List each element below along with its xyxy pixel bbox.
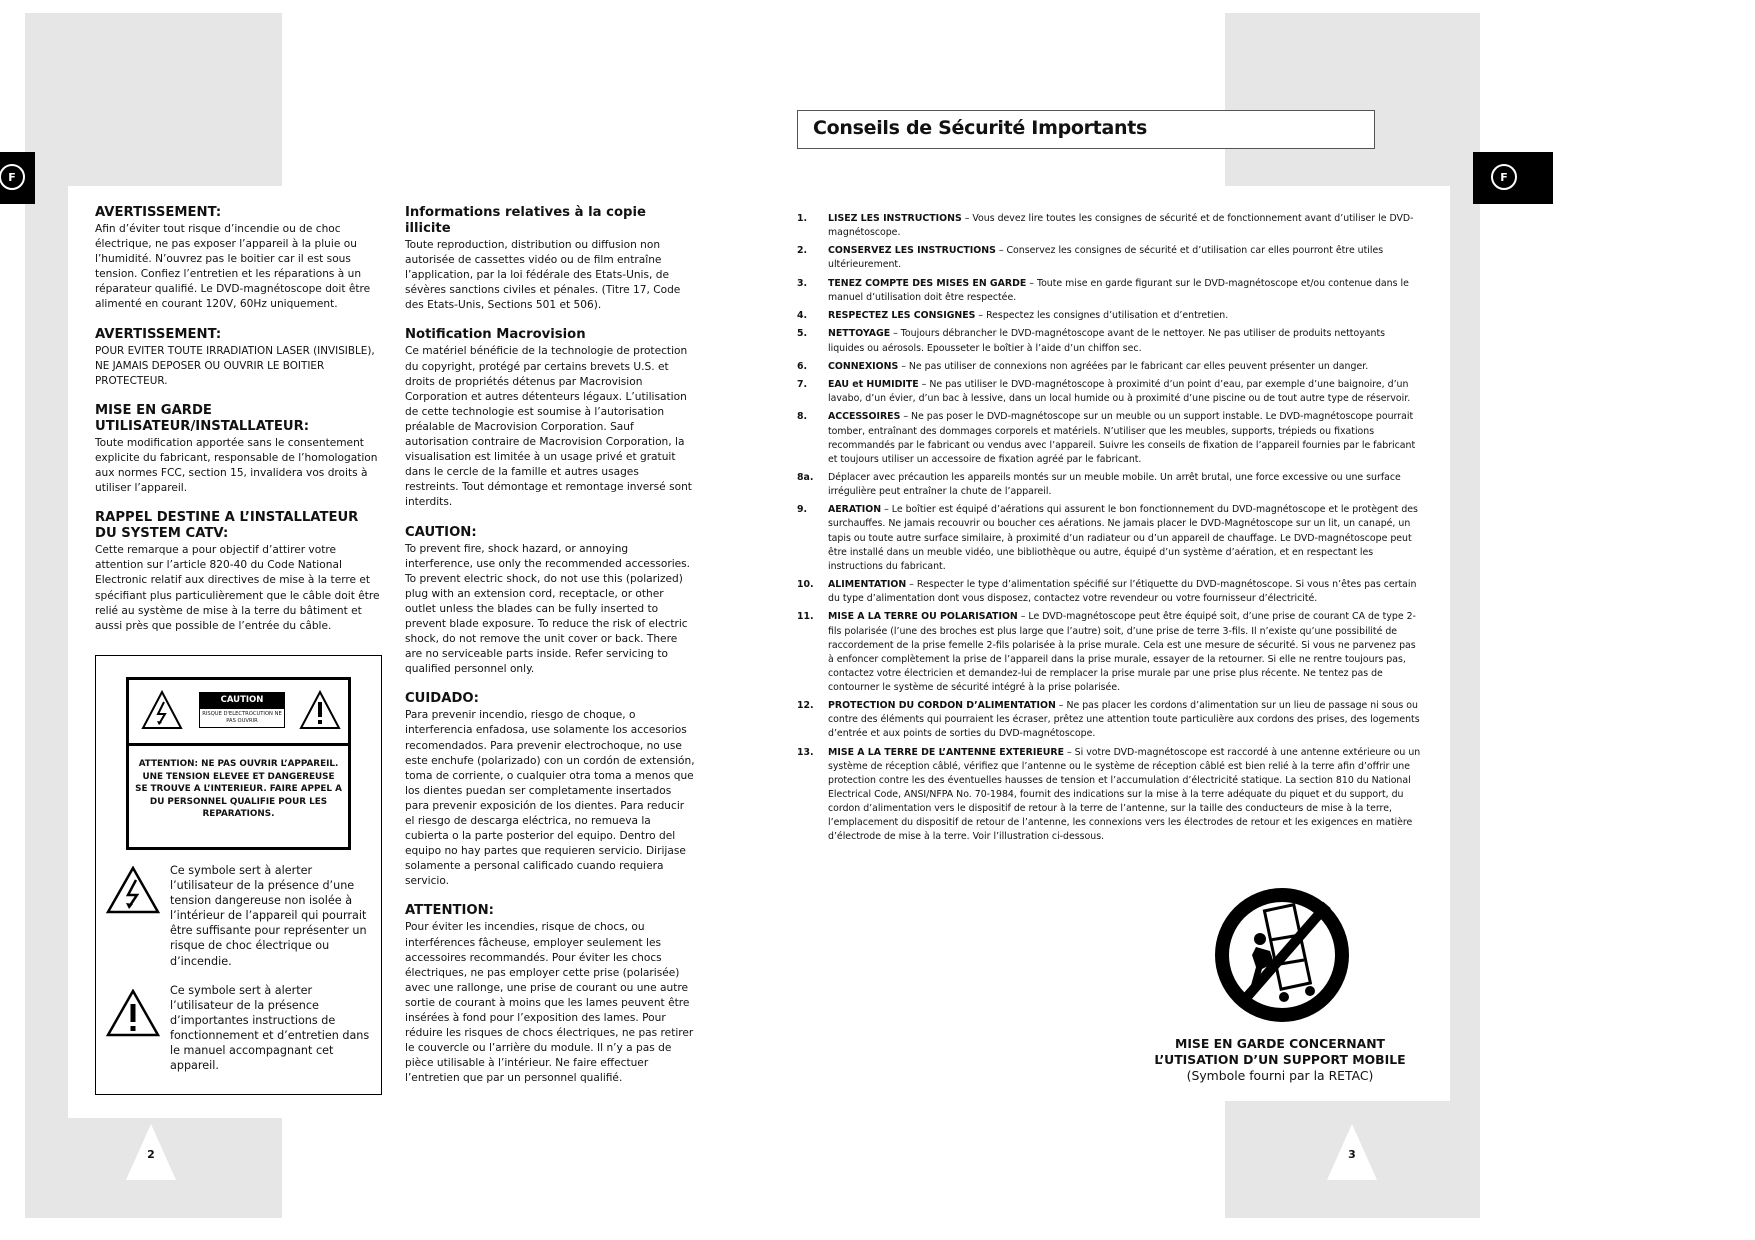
section-body: POUR EVITER TOUTE IRRADIATION LASER (INVISIBLE), NE JAMAIS DEPOSER OU OUVRIR LE BOITIER PROTECTEUR. xyxy=(95,344,375,387)
safety-item-text: – Ne pas utiliser le DVD-magnétoscope à proximité d’un point d’eau, par exemple d’une baignoire, d’un lavabo, d’un évier, d’un bac à lessive, dans un local humide ou à proximité d’une piscine ou de tout autre type de réservoir. xyxy=(828,379,1411,405)
section-body: Afin d’éviter tout risque d’incendie ou de choc électrique, ne pas exposer l’appareil à la pluie ou l’humidité. N’ouvrez pas le boitier car il est sous tension. Confiez l’entretien et les réparations à un réparateur qualifié. Le DVD-magnétoscope doit être alimenté en courant 120V, 60Hz uniquement. xyxy=(95,223,371,311)
safety-item-title: PROTECTION DU CORDON D’ALIMENTATION xyxy=(828,700,1056,712)
safety-item-title: EAU et HUMIDITE xyxy=(828,379,919,391)
safety-item-number: 13. xyxy=(797,746,814,758)
warning-section-2 xyxy=(95,327,387,389)
safety-item-number: 4. xyxy=(797,310,808,322)
section-heading: AVERTISSEMENT: xyxy=(95,326,222,342)
section-heading: AVERTISSEMENT: xyxy=(95,205,222,220)
mobile-cart-caption xyxy=(1110,1036,1450,1084)
section-body: Toute modification apportée sans le consentement explicite du fabricant, responsable de l’homologation aux normes FCC, section 15, invalidera vos droits à utiliser l’appareil. xyxy=(95,436,378,495)
caution-label: CAUTION xyxy=(199,692,285,708)
safety-item-text: Déplacer avec précaution les appareils montés sur un meuble mobile. Un arrêt brutal, une force excessive ou une surface irrégulière peut entraîner la chute de l’appareil. xyxy=(828,472,1401,498)
section-body: Cette remarque a pour objectif d’attirer votre attention sur l’article 820-40 du Code National Electronic relatif aux directives de mise à la terre et spécifiant plus particulièrement que le câble doit être relié au système de mise à la terre du bâtiment et aussi près que possible de l’entrée du câble. xyxy=(95,544,380,632)
page-title: Conseils de Sécurité Importants xyxy=(813,117,1148,139)
right-language-tab xyxy=(1473,152,1553,204)
macrovision-section xyxy=(405,327,695,510)
safety-item-title: MISE A LA TERRE DE L’ANTENNE EXTERIEURE xyxy=(828,746,1065,758)
caution-symbols-box xyxy=(95,655,382,1095)
caution-warning-text: ATTENTION: NE PAS OUVRIR L’APPAREIL. UNE TENSION ELEVEE ET DANGEREUSE SE TROUVE A L’INTERIEUR. FAIRE APPEL A DU PERSONNEL QUALIFIE POUR LES REPARATIONS. xyxy=(135,759,342,820)
safety-item-number: 7. xyxy=(797,379,808,391)
safety-item xyxy=(797,471,1422,499)
mobile-cart-warning-icon xyxy=(1212,885,1352,1025)
section-body: Ce matériel bénéficie de la technologie de protection du copyright, protégé par certains brevets U.S. et droits de propriétés détenus par Macrovision Corporation et autres détenteurs légaux. L’utilisation de cette technologie est soumise à l’autorisation préalable de Macrovision Corporation. Sauf autorisation contraire de Macrovision Corporation, la visualisation est limitée à un usage privé et gratuit dans le cercle de la famille et autres usages restreints. Tout démontage et remontage inversé sont interdits. xyxy=(405,345,692,509)
safety-item-number: 6. xyxy=(797,360,808,372)
safety-item-text: – Toute mise en garde figurant sur le DVD-magnétoscope et/ou contenue dans le manuel d’utilisation doit être respectée. xyxy=(828,277,1409,303)
symbol-description-text: Ce symbole sert à alerter l’utilisateur de la présence d’importantes instructions de fonctionnement et d’entretien dans le manuel accompagnant cet appareil. xyxy=(170,984,370,1073)
cuidado-section xyxy=(405,691,695,889)
language-badge: F xyxy=(0,164,25,190)
safety-item-number: 8. xyxy=(797,411,808,423)
page-title-box xyxy=(797,110,1375,149)
safety-item-number: 12. xyxy=(797,700,814,712)
safety-item xyxy=(797,699,1422,741)
exclamation-triangle-icon xyxy=(106,989,160,1037)
safety-item-number: 3. xyxy=(797,277,808,289)
safety-item-title: AERATION xyxy=(828,504,882,516)
left-column-1 xyxy=(95,205,387,648)
safety-item-title: MISE A LA TERRE OU POLARISATION xyxy=(828,611,1018,623)
caution-label-frame xyxy=(126,677,351,850)
installer-warning-section xyxy=(95,403,387,496)
safety-item xyxy=(797,277,1422,305)
left-language-tab xyxy=(0,152,35,204)
section-heading: Notification Macrovision xyxy=(405,327,586,343)
safety-item-title: CONSERVEZ LES INSTRUCTIONS xyxy=(828,245,996,257)
section-heading: Informations relatives à la copie illicite xyxy=(405,205,646,236)
safety-item-text: – Ne pas utiliser de connexions non agréées par le fabricant car elles peuvent présenter un danger. xyxy=(898,360,1369,372)
section-body: Pour éviter les incendies, risque de chocs, ou interférences fâcheuse, employer seulement les accessoires recommandés. Pour éviter les chocs électriques, ne pas employer cette prise (polarisée) avec une rallonge, une prise de courant ou une autre sortie de courant à moins que les lames peuvent être insérées à fond pour l’exposition des lames. Pour réduire les risques de chocs électriques, ne pas retirer le couvercle ou l’arrière du module. Il n’y a pas de pièce utilisable à l’intérieur. Ne faire effectuer l’entretien que par un personnel qualifié. xyxy=(405,921,694,1085)
section-heading: ATTENTION: xyxy=(405,903,494,919)
safety-item xyxy=(797,578,1422,606)
safety-item xyxy=(797,327,1422,355)
catv-section xyxy=(95,510,387,634)
attention-fr-section xyxy=(405,903,695,1086)
section-body: Para prevenir incendio, riesgo de choque, o interferencia enfadosa, use solamente los accesorios recomendados. Para prevenir electrochoque, no use este enchufe (polarizado) con un cordón de extensión, toma de corriente, o cualquier otra toma a menos que los dientes puedan ser completamente insertados para prevenir exposición de los dientes. Para reducir el riesgo de descarga eléctrica, no remueva la cubierta o la parte posterior del equipo. Dentro del equipo no hay partes que requieren servicio. Dirijase solamente a personal calificado cuando requiera servicio. xyxy=(405,709,695,888)
safety-instructions-list xyxy=(797,212,1422,848)
copy-info-section xyxy=(405,205,695,313)
safety-item-text: – Si votre DVD-magnétoscope est raccordé à une antenne extérieure ou un système de réception câblé, vérifiez que l’antenne ou le système de réception câblé est bien relié à la terre afin d’offrir une protection contre les des éventuelles hausses de tension et l’accumulation d’électricité statique. La section 810 du National Electrical Code, ANSI/NFPA No. 70-1984, fournit des indications sur la mise à la terre adéquate du piquet et du support, du cordon d’alimentation vers le dispositif de retour à la terre de l’antenne, sur la taille des conducteurs de mise à la terre, l’emplacement du dispositif de retour de l’antenne, les connexions vers les électrodes de retour et les exigences en matière d’électrode de mise à la terre. Voir l’illustration ci-dessous. xyxy=(828,746,1421,843)
safety-item-text: – Conservez les consignes de sécurité et d’utilisation car elles pourront être utiles ultérieurement. xyxy=(828,245,1384,271)
safety-item-text: – Ne pas poser le DVD-magnétoscope sur un meuble ou un support instable. Le DVD-magnétoscope pourrait tomber, entraînant des dommages corporels et matériels. N’utiliser que les meubles, supports, trépieds ou fixations recommandés par le fabricant ou vendus avec l’appareil. Suivre les conseils de fixation de l’appareil fournies par le fabricant et toujours utiliser un accessoire de fixation agréé par le fabricant. xyxy=(828,411,1416,465)
section-body: To prevent fire, shock hazard, or annoying interference, use only the recommended accessories. To prevent electric shock, do not use this (polarized) plug with an extension cord, receptacle, or other outlet unless the blades can be fully inserted to prevent blade exposure. To reduce the risk of electric shock, do not remove the unit cover or back. There are no serviceable parts inside. Refer servicing to qualified personnel only. xyxy=(405,542,691,676)
safety-item-number: 1. xyxy=(797,213,808,224)
safety-item-number: 8a. xyxy=(797,472,814,483)
safety-item-text: – Respectez les consignes d’utilisation et d’entretien. xyxy=(975,310,1229,322)
lightning-symbol-description xyxy=(170,863,375,969)
warning-section-1 xyxy=(95,205,387,313)
safety-item xyxy=(797,503,1422,573)
section-heading: CUIDADO: xyxy=(405,691,479,707)
safety-item xyxy=(797,378,1422,406)
safety-item xyxy=(797,212,1422,240)
caution-label-top xyxy=(129,680,348,746)
section-heading: CAUTION: xyxy=(405,524,477,540)
safety-item-title: ACCESSOIRES xyxy=(828,411,901,423)
safety-item-text: – Le DVD-magnétoscope peut être équipé soit, d’une prise de courant CA de type 2-fils polarisée (l’une des broches est plus large que l’autre) soit, d’une prise de terre 3-fils. Il n’existe qu’une possibilité de raccordement de la prise femelle 2-fils polarisée à la prise murale. Cela est une mesure de sécurité. Si vous ne parvenez pas à enfoncer complètement la prise de l’appareil dans la prise murale, essayer de la retourner. Si elle ne rentre toujours pas, contactez votre électricien et demandez-lui de remplacer la prise murale par une prise plus récente. Ne tentez pas de contourner le système de sécurité intégré à la prise polarisée. xyxy=(828,611,1416,693)
safety-item xyxy=(797,244,1422,272)
safety-item-title: CONNEXIONS xyxy=(828,360,899,372)
section-heading: RAPPEL DESTINE A L’INSTALLATEUR DU SYSTEM CATV: xyxy=(95,510,359,542)
caption-line-1: MISE EN GARDE CONCERNANT xyxy=(1174,1036,1386,1051)
safety-item-text: – Toujours débrancher le DVD-magnétoscope avant de le nettoyer. Ne pas utiliser de produits nettoyants liquides ou aérosols. Epousseter le boîtier à l’aide d’un chiffon sec. xyxy=(828,328,1386,354)
exclamation-symbol-description xyxy=(170,983,375,1074)
safety-item xyxy=(797,309,1422,323)
safety-item xyxy=(797,360,1422,374)
lightning-triangle-icon xyxy=(106,866,160,914)
lightning-triangle-icon xyxy=(141,690,183,730)
safety-item-text: – Le boîtier est équipé d’aérations qui assurent le bon fonctionnement du DVD-magnétoscope et le protègent des surchauffes. Ne jamais recouvrir ou boucher ces aérations. Ne jamais placer le DVD-Magnétoscope sur un lit, un canapé, un tapis ou toute autre surface similaire, à proximité d’un radiateur ou d’un appareil de chauffage. Le DVD-magnétoscope peut être installé dans un meuble vidéo, une bibliothèque ou autre, équipé d’un système d’aération, et en respectant les instructions du fabricant. xyxy=(828,504,1418,572)
safety-item xyxy=(797,610,1422,695)
safety-item xyxy=(797,746,1422,845)
safety-item xyxy=(797,410,1422,466)
left-column-2 xyxy=(405,205,695,1101)
safety-item-title: TENEZ COMPTE DES MISES EN GARDE xyxy=(828,277,1027,289)
safety-item-title: NETTOYAGE xyxy=(828,328,891,340)
safety-item-title: ALIMENTATION xyxy=(828,579,907,591)
exclamation-triangle-icon xyxy=(299,690,341,730)
safety-item-number: 11. xyxy=(797,611,814,623)
section-body: Toute reproduction, distribution ou diffusion non autorisée de cassettes vidéo ou de film entraîne l’application, par la loi fédérale des Etats-Unis, de sévères sanctions civiles et pénales. (Titre 17, Code des Etats-Unis, Sections 501 et 506). xyxy=(405,239,681,312)
safety-item-number: 5. xyxy=(797,328,808,340)
safety-item-text: – Respecter le type d’alimentation spécifié sur l’étiquette du DVD-magnétoscope. Si vous n’êtes pas certain du type d’alimentation dont vous disposez, contactez votre revendeur ou votre fournisseur d’électricité. xyxy=(828,579,1417,605)
caution-en-section xyxy=(405,525,695,678)
safety-item-number: 2. xyxy=(797,245,808,257)
language-badge: F xyxy=(1491,164,1517,190)
caption-line-3: (Symbole fourni par la RETAC) xyxy=(1186,1068,1374,1083)
caption-line-2: L’UTISATION D’UN SUPPORT MOBILE xyxy=(1154,1052,1406,1067)
section-heading: MISE EN GARDE UTILISATEUR/INSTALLATEUR: xyxy=(95,402,310,434)
caution-sublabel: RISQUE D'ELECTROCUTION NE PAS OUVRIR xyxy=(199,708,285,728)
safety-item-text: – Vous devez lire toutes les consignes de sécurité et de fonctionnement avant d’utiliser le DVD-magnétoscope. xyxy=(828,213,1414,239)
page-number-left: 2 xyxy=(147,1148,155,1161)
safety-item-title: LISEZ LES INSTRUCTIONS xyxy=(828,213,962,224)
safety-item-title: RESPECTEZ LES CONSIGNES xyxy=(828,310,976,322)
symbol-description-text: Ce symbole sert à alerter l’utilisateur de la présence d’une tension dangereuse non isolée à l’intérieur de l’appareil qui pourrait être suffisante pour représenter un risque de choc électrique ou d’incendie. xyxy=(170,864,367,968)
safety-item-number: 9. xyxy=(797,504,808,516)
safety-item-text: – Ne pas placer les cordons d’alimentation sur un lieu de passage ni sous ou contre des éléments qui pourraient les écraser, prêtez une attention toute particulière aux cordons des prises, des logements d’entrée et aux points de sorties du DVD-magnétoscope. xyxy=(828,700,1420,740)
safety-item-number: 10. xyxy=(797,579,814,591)
page-number-right: 3 xyxy=(1348,1148,1356,1161)
